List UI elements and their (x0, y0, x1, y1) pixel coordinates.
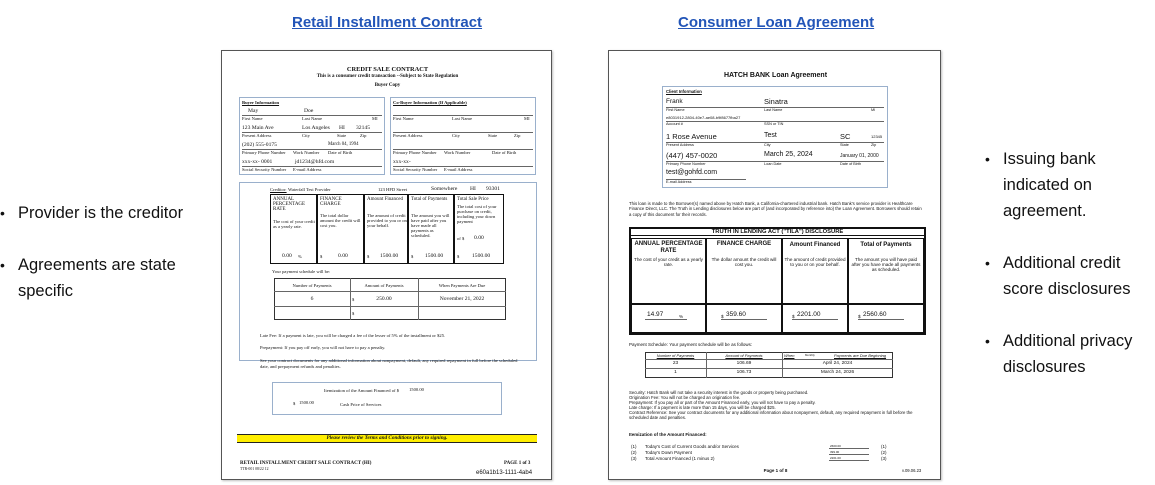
loan-af-title: Amount Financed (789, 242, 841, 248)
cobuyer-ssn: xxx-xx- (393, 159, 411, 165)
loan-security-text: Security: Hatch Bank will not take a security interest in the goods or property being purchased. (629, 390, 809, 395)
cobuyer-label-last-name: Last Name (452, 116, 473, 121)
client-label-address: Present Address (666, 143, 694, 147)
loan-apr-title: ANNUAL PERCENTAGE RATE (634, 241, 703, 254)
af-value: 1500.00 (380, 253, 399, 259)
loan-sched-col-number: Number of Payments (656, 353, 695, 358)
itemization-cash: 1500.00 (299, 400, 314, 405)
loan-item1-ref: (1) (881, 444, 887, 449)
loan-item3-no: (3) (631, 456, 637, 461)
consumer-loan-document (608, 50, 941, 480)
late-fee-text: Late Fee: If a payment is late, you will be charged a fee of the lesser of 5% of the installment or $25. (260, 333, 446, 338)
client-label-email: E-mail Address (666, 180, 692, 184)
label-state: State (337, 133, 347, 138)
loan-origination-text: Origination Fee: You will not be charged an origination fee. (629, 395, 741, 400)
creditor-street: 123 HFD Street (378, 187, 408, 192)
cobuyer-label-first-name: First Name (393, 116, 414, 121)
loan-page-number: Page 1 of 8 (763, 468, 788, 473)
bullet-credit-score: • Additional credit score disclosures (985, 250, 1155, 302)
client-label-first: First Name (666, 108, 685, 112)
buyer-phone: (202) 555-0175 (242, 142, 277, 148)
client-email: test@gohfd.com (666, 169, 718, 176)
label-mi: MI (372, 116, 378, 121)
schedule-col-number: Number of Payments (292, 283, 332, 288)
loan-apr-value: 14.97 (647, 311, 664, 318)
cobuyer-label-mi: MI (524, 116, 530, 121)
loan-title: HATCH BANK Loan Agreement (723, 72, 828, 79)
loan-intro-text: This loan is made to the Borrower(s) named above by Hatch Bank, a California-chartered industrial bank. Hatch Bank's service provider is Healthcare Finance Direct, LLC. The Truth in Lending disclosures below are part of (and incorporated by reference into) the Loan Agreement. Borrowers should retain a copy of this document for their records. (629, 201, 922, 217)
client-first-name: Frank (666, 98, 683, 105)
buyer-first-name: May (248, 108, 259, 114)
tp-title: Total of Payments (411, 197, 448, 202)
client-label-last: Last Name (764, 108, 783, 112)
tp-currency: $ (411, 254, 414, 259)
creditor-name: Waterfall Test Provider (288, 187, 331, 192)
schedule-amount: 250.00 (376, 296, 392, 302)
loan-sched-col-monthly: Monthly (805, 352, 815, 357)
creditor-state: HI (470, 186, 476, 192)
label-dob: Date of Birth (328, 150, 353, 155)
tp-desc: The amount you will have paid after you have made all payments as scheduled. (411, 213, 450, 238)
loan-fc-value: 359.60 (726, 311, 746, 318)
loan-fc-desc: The dollar amount the credit will cost you. (711, 257, 777, 267)
client-label-state: State (840, 143, 849, 147)
tsp-down: 0.00 (474, 235, 484, 241)
client-phone: (447) 457-0020 (666, 151, 718, 160)
loan-itemization-heading: Itemization of the Amount Financed: (629, 432, 707, 437)
buyer-email: jd1234@hfd.com (295, 159, 335, 165)
bullet-privacy: • Additional privacy disclosures (985, 328, 1155, 380)
apr-value: 0.00 (282, 253, 292, 259)
client-label-account: Account # (666, 122, 683, 126)
loan-tp-desc: The amount you will have paid after you have made all payments as scheduled. (851, 257, 921, 272)
buyer-zip: 32145 (356, 125, 370, 131)
client-dob: January 01, 2000 (840, 153, 879, 159)
loan-sched-col-when: When (784, 353, 795, 358)
contract-title: CREDIT SALE CONTRACT (346, 66, 429, 73)
buyer-address: 123 Main Ave (242, 125, 274, 131)
client-label-dob: Date of Birth (840, 162, 862, 166)
cobuyer-label-zip: Zip (514, 133, 521, 138)
cobuyer-label-phone: Primary Phone Number (393, 150, 437, 155)
tsp-title: Total Sale Price (457, 197, 489, 202)
client-account: e8031912-2804-40e7-ae08-b9f8677fba27 (666, 115, 741, 120)
loan-fc-title: FINANCE CHARGE (716, 241, 772, 247)
review-text: Please review the Terms and Conditions prior to signing. (326, 435, 448, 441)
itemization-label: Itemization of the Amount Financed of $ (324, 388, 400, 393)
client-zip: 12345 (871, 134, 883, 139)
loan-item3-ref: (3) (881, 456, 887, 461)
schedule-number: 6 (310, 296, 314, 302)
loan-contract-ref-text: Contract Reference: See your contract documents for any additional information about nonpayment, default, any required repayment in full before the scheduled date and penalties. (629, 410, 913, 420)
right-bullet-list (985, 146, 1155, 406)
label-first-name: First Name (242, 116, 263, 121)
footer-page: PAGE 1 of 3 (504, 461, 531, 466)
retail-contract-document (221, 50, 552, 480)
loan-row2-amount: 106.73 (736, 370, 752, 375)
loan-apr-desc: The cost of your credit as a yearly rate. (634, 257, 703, 267)
cobuyer-label-ssn: Social Security Number (393, 167, 438, 172)
itemization-cash-label: Cash Price of Services (340, 402, 382, 407)
loan-fc-cell (706, 238, 782, 304)
loan-item2-label: Today's Down Payment (645, 450, 692, 455)
loan-item2-ref: (2) (881, 450, 887, 455)
buyer-state: HI (339, 125, 345, 131)
itemization-currency: $ (293, 401, 296, 406)
prepayment-text: Prepayment: If you pay off early, you will not have to pay a penalty. (260, 345, 386, 350)
af-desc: The amount of credit provided to you or on your behalf. (367, 213, 407, 228)
retail-installment-contract-heading[interactable]: Retail Installment Contract (292, 14, 483, 31)
schedule-col-amount: Amount of Payments (364, 283, 404, 288)
tp-value: 1500.00 (425, 253, 444, 259)
loan-item3-value: 2201.00 (830, 456, 841, 460)
buyer-dob: March 04, 1994 (328, 142, 359, 147)
loan-item2-value: 399.00 (830, 450, 840, 454)
client-address: 1 Rose Avenue (666, 132, 717, 141)
loan-af-currency: $ (792, 314, 795, 319)
loan-sched-col-amount: Amount of Payments (725, 353, 763, 358)
schedule-currency-empty: $ (352, 311, 355, 316)
cobuyer-label-work: Work Number (444, 150, 471, 155)
loan-item1-label: Today's Cost of Current Goods and/or Services (645, 444, 739, 449)
bullet-issuing-bank: • Issuing bank indicated on agreement. (985, 146, 1155, 224)
buyer-last-name: Doe (304, 108, 314, 114)
footer-id: TTR-001 08/22 12 (240, 467, 269, 471)
loan-schedule-intro: Payment Schedule: Your payment schedule will be as follows: (629, 342, 753, 347)
loan-tp-title: Total of Payments (860, 242, 912, 248)
label-city: City (302, 133, 310, 138)
apr-title: ANNUAL PERCENTAGE RATE (273, 197, 306, 212)
loan-sched-col-due: Payments are Due Beginning (834, 353, 887, 358)
fc-title: FINANCE CHARGE (320, 197, 342, 207)
cobuyer-label-city: City (452, 133, 460, 138)
label-address: Present Address (242, 133, 272, 138)
loan-item1-value: 2600.00 (830, 444, 841, 448)
tsp-value: 1500.00 (472, 253, 491, 259)
consumer-loan-agreement-heading[interactable]: Consumer Loan Agreement (678, 14, 875, 31)
loan-row2-number: 1 (674, 370, 677, 375)
loan-tp-value: 2560.60 (863, 311, 887, 318)
cobuyer-info-heading: Co-Buyer Information (If Applicable) (393, 100, 467, 105)
buyer-ssn: xxx-xx- 0001 (242, 159, 273, 165)
itemization-total: 1500.00 (409, 387, 424, 392)
label-email: E-mail Address (293, 167, 322, 172)
buyer-info-heading: Buyer Information (242, 100, 280, 105)
loan-prepayment-text: Prepayment: If you pay all or part of the Amount Financed early, you will not have to pay a penalty. (629, 400, 816, 405)
loan-row1-number: 23 (672, 361, 679, 366)
client-label-ssn: SSN or TIN (764, 122, 784, 126)
cobuyer-label-email: E-mail Address (444, 167, 473, 172)
client-info-heading: Client Information (666, 89, 702, 94)
loan-row1-amount: 106.69 (736, 361, 752, 366)
creditor-label: Creditor: (270, 187, 287, 192)
af-title: Amount Financed (367, 197, 403, 202)
label-work: Work Number (293, 150, 320, 155)
label-zip: Zip (360, 133, 367, 138)
footer-title: RETAIL INSTALLMENT CREDIT SALE CONTRACT (HI) (240, 461, 372, 466)
bullet-state-specific: • Agreements are state specific (0, 252, 200, 304)
label-ssn: Social Security Number (242, 167, 287, 172)
schedule-col-due: When Payments Are Due (438, 283, 486, 288)
client-label-phone: Primary Phone Number (666, 162, 706, 166)
client-label-mi: MI (871, 108, 876, 112)
left-bullet-list (0, 200, 200, 330)
client-state: SC (840, 132, 851, 141)
client-label-city: City (764, 143, 771, 147)
loan-version: v.09.06.23 (902, 468, 922, 473)
loan-item2-no: (2) (631, 450, 637, 455)
tsp-of: of $ (457, 236, 465, 241)
schedule-currency: $ (352, 297, 355, 302)
client-city: Test (764, 132, 777, 139)
apr-desc: The cost of your credit as a yearly rate. (273, 219, 315, 229)
creditor-zip: 93301 (486, 186, 500, 192)
client-loan-date: March 25, 2024 (764, 151, 813, 158)
tsp-currency: $ (457, 254, 460, 259)
loan-af-desc: The amount of credit provided to you or on your behalf. (784, 257, 846, 267)
bullet-provider-creditor: • Provider is the creditor (0, 200, 200, 226)
schedule-intro: Your payment schedule will be: (272, 269, 331, 274)
apr-unit: % (298, 254, 302, 259)
fc-desc: The total dollar amount the credit will cost you. (320, 213, 361, 228)
client-label-zip: Zip (871, 143, 877, 147)
loan-apr-unit: % (679, 314, 684, 319)
tila-title: TRUTH IN LENDING ACT ("TILA") DISCLOSURE (711, 229, 844, 235)
loan-item3-label: Total Amount Financed (1 minus 2) (645, 456, 715, 461)
loan-tp-currency: $ (858, 314, 861, 319)
cobuyer-label-state: State (488, 133, 498, 138)
buyer-city: Los Angeles (302, 125, 330, 131)
label-phone: Primary Phone Number (242, 150, 286, 155)
client-last-name: Sinatra (764, 97, 788, 106)
loan-row1-due: April 24, 2024 (822, 361, 853, 366)
tsp-desc: The total cost of your purchase on credit, including your down payment (457, 204, 497, 224)
schedule-due-date: November 21, 2022 (439, 296, 485, 302)
loan-row2-due: March 24, 2026 (820, 370, 855, 375)
label-last-name: Last Name (302, 116, 323, 121)
fc-value: 0.00 (338, 253, 348, 259)
client-label-loan-date: Loan Date (764, 162, 782, 166)
cobuyer-label-dob: Date of Birth (492, 150, 517, 155)
cobuyer-label-address: Present Address (393, 133, 423, 138)
see-docs-text: See your contract documents for any additional information about nonpayment, default, any required repayment in full before the scheduled date, and prepayment refunds and penalties. (260, 358, 518, 369)
footer-doc-id: e60a1b13-1111-4ab4 (476, 470, 533, 476)
contract-subtitle: This is a consumer credit transaction --Subject to State Regulation (316, 74, 459, 79)
fc-currency: $ (320, 254, 323, 259)
af-currency: $ (367, 254, 370, 259)
creditor-city: Somewhere (431, 186, 458, 192)
itemization-box (272, 382, 502, 415)
loan-late-charge-text: Late charge: If a payment is late more than 15 days, you will be charged $25. (629, 405, 776, 410)
loan-af-value: 2201.00 (797, 311, 821, 318)
loan-fc-currency: $ (721, 314, 724, 319)
contract-copy-label: Buyer Copy (374, 83, 401, 88)
loan-item1-no: (1) (631, 444, 637, 449)
